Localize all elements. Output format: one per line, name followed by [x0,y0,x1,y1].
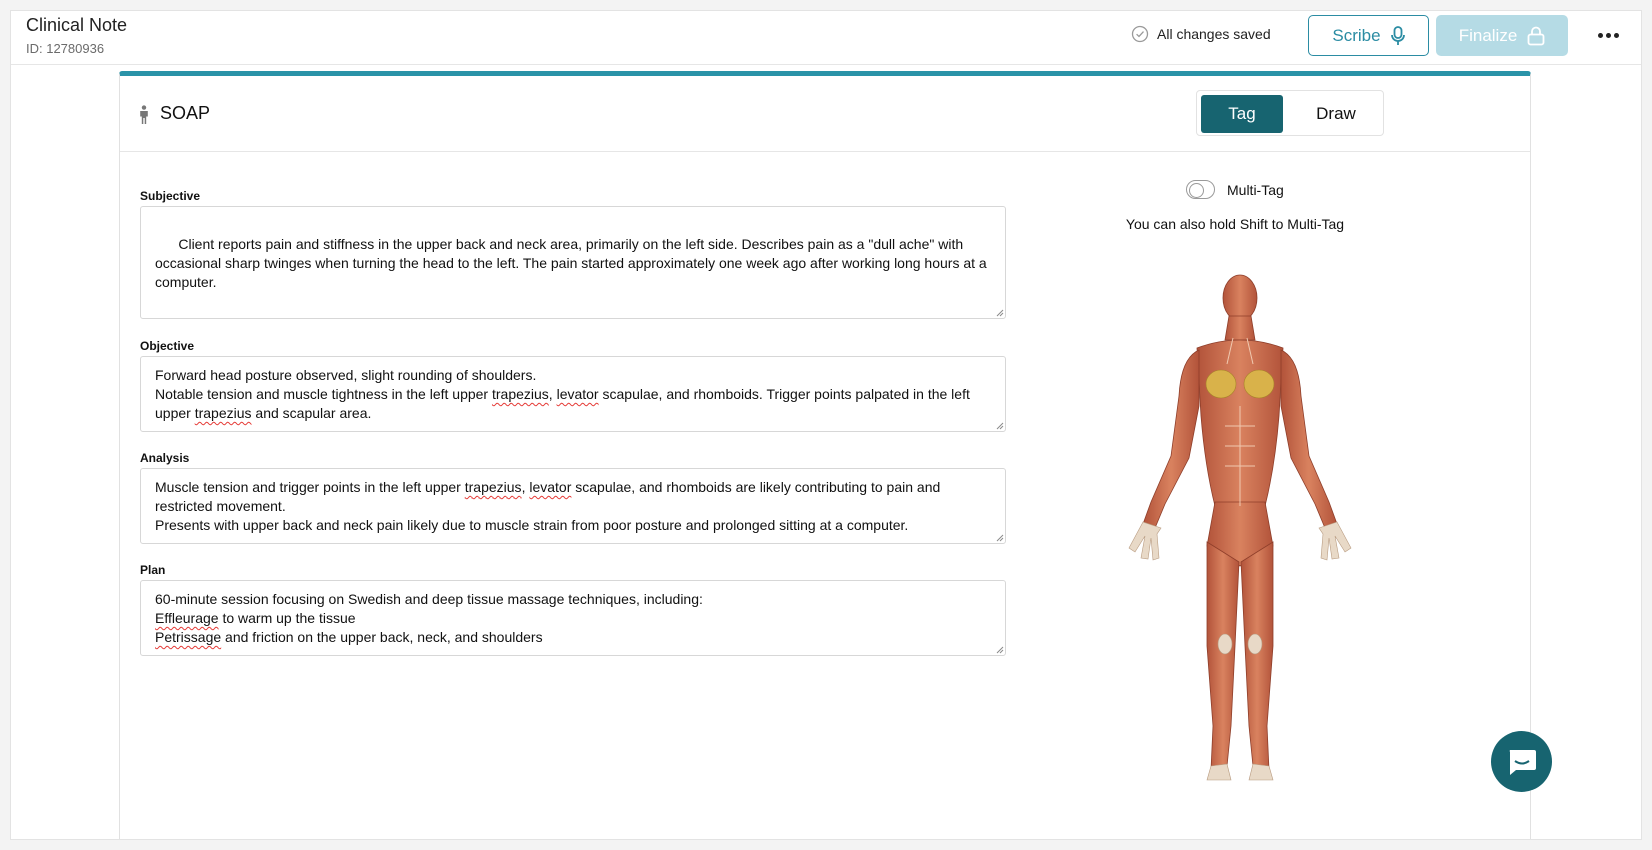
multitag-toggle[interactable] [1186,180,1215,199]
save-status [1131,25,1271,43]
tab-tag[interactable]: Tag [1201,95,1283,133]
note-header [11,11,1641,65]
lock-icon [1527,26,1545,46]
spelling-flag: Petrissage [155,629,222,645]
objective-text: , [548,386,557,402]
plan-line-1: 60-minute session focusing on Swedish and deep tissue massage techniques, including: [155,591,703,607]
tab-draw[interactable]: Draw [1295,95,1377,133]
objective-textarea[interactable] [140,356,1006,432]
objective-text: and scapular area. [251,405,372,421]
plan-textarea[interactable] [140,580,1006,656]
subjective-label: Subjective [140,189,201,203]
objective-text: Notable tension and muscle tightness in the left upper [155,386,492,402]
analysis-text: Muscle tension and trigger points in the left upper [155,479,465,495]
note-id: ID: 12780936 [26,41,105,56]
spelling-flag: trapezius [194,405,252,421]
analysis-line-2: Presents with upper back and neck pain likely due to muscle strain from poor posture and prolonged sitting at a computer. [155,517,909,533]
more-horizontal-icon [1614,33,1619,38]
more-horizontal-icon [1598,33,1603,38]
spelling-flag: Effleurage [155,610,219,626]
app-window [10,10,1642,840]
more-options-button[interactable] [1593,23,1623,47]
plan-text: to warm up the tissue [218,610,356,626]
objective-text: scapulae, and rhomboids. Trigger points palpated in the left upper [155,386,974,421]
chat-button[interactable] [1491,731,1552,792]
resize-handle-icon[interactable] [995,533,1004,542]
spelling-flag: trapezius [491,386,549,402]
more-horizontal-icon [1606,33,1611,38]
subjective-textarea[interactable] [140,206,1006,319]
soap-card [119,71,1531,840]
subjective-text: Client reports pain and stiffness in the upper back and neck area, primarily on the left side. Describes pain as a "dull ache" with occasional sharp twinges when turning the head to the left. The pain started approximately one week ago after working long hours at a computer. [155,236,991,290]
save-status-label: All changes saved [1157,26,1271,42]
objective-label: Objective [140,339,195,353]
analysis-text: scapulae, and rhomboids are likely contributing to pain and restricted movement. [155,479,945,514]
spelling-flag: levator [556,386,599,402]
soap-title: SOAP [160,103,211,123]
spelling-flag: trapezius [464,479,522,495]
multitag-control [1186,180,1284,199]
resize-handle-icon[interactable] [995,421,1004,430]
finalize-button[interactable] [1436,15,1568,56]
analysis-text: , [521,479,530,495]
anatomy-body-map[interactable] [1115,266,1365,781]
analysis-label: Analysis [140,451,190,465]
objective-line-1: Forward head posture observed, slight rounding of shoulders. [155,367,537,383]
person-icon [138,105,150,125]
analysis-textarea[interactable] [140,468,1006,544]
multitag-hint: You can also hold Shift to Multi-Tag [1125,216,1345,232]
check-circle-icon [1131,25,1149,43]
soap-card-header [120,76,1530,152]
chat-bubble-icon [1506,748,1538,776]
mode-toggle [1196,90,1384,136]
resize-handle-icon[interactable] [995,308,1004,317]
plan-text: and friction on the upper back, neck, and shoulders [221,629,543,645]
plan-label: Plan [140,563,166,577]
scribe-button-label: Scribe [1332,25,1381,45]
microphone-icon [1391,26,1405,46]
multitag-label: Multi-Tag [1227,181,1284,198]
spelling-flag: levator [529,479,572,495]
finalize-button-label: Finalize [1458,25,1518,45]
scribe-button[interactable] [1308,15,1429,56]
page-title: Clinical Note [26,15,128,35]
resize-handle-icon[interactable] [995,645,1004,654]
